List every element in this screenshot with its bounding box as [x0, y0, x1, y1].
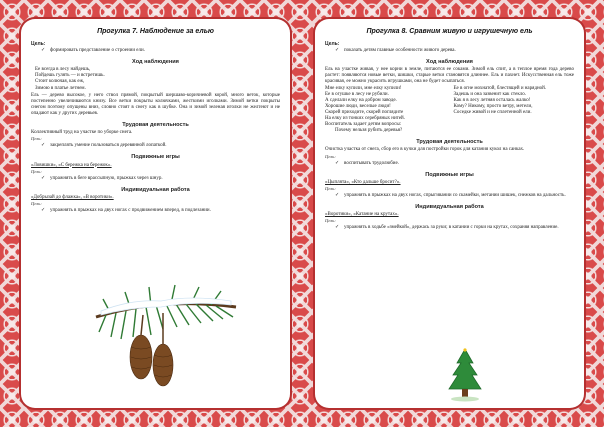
fir-branch-illustration	[91, 277, 241, 402]
labor-text: Коллективный труд на участке по уборке снега.	[31, 130, 133, 136]
checkmark-icon: ✓	[41, 208, 46, 214]
goal-text: упражнять в прыжках на двух ногах, спрыгивании со скамейки, метании шишек, снежков на дальность.	[344, 192, 566, 198]
poem-line: Ее в огне мохнатой, блестящей и нарядной.	[453, 85, 547, 91]
poem-line: Задешь и она зазвенит как стекло.	[453, 91, 526, 97]
goal-text: упражнять в прыжках на двух ногах с продвижением вперед, в подлезании.	[50, 208, 211, 214]
goal-label: Цель:	[31, 136, 42, 142]
checkmark-icon: ✓	[335, 225, 340, 231]
poem-line: Соседке живой и не сплетенной ели.	[453, 109, 532, 115]
poem-line: Хорошие люди, веселые люди!	[325, 103, 391, 109]
goal-label: Цель:	[325, 153, 336, 159]
section-heading: Индивидуальная работа	[121, 186, 190, 193]
page-title: Прогулка 8. Сравним живую и игрушечную ель	[366, 28, 533, 35]
section-heading: Ход наблюдения	[132, 59, 179, 66]
goal-label: Цель:	[325, 185, 336, 191]
checkmark-icon: ✓	[335, 48, 340, 54]
fir-tree-illustration	[445, 347, 485, 403]
page-title: Прогулка 7. Наблюдение за елью	[97, 28, 214, 35]
poem-line: А сделали елку на добром заводе.	[325, 97, 397, 103]
checkmark-icon: ✓	[41, 143, 46, 149]
teacher-line: Воспитатель задает детям вопросы:	[325, 122, 402, 128]
poem-line: Скорей приходите, скорей поглядите	[325, 109, 404, 115]
section-heading: Подвижные игры	[131, 154, 180, 161]
goal-label: Цель:	[31, 168, 42, 174]
poem-line: Мне елку купили, мне елку купили!	[325, 85, 402, 91]
goal-text: упражнять в беге врассыпную, прыжках через шнур.	[50, 175, 163, 181]
poem-line: Зимою в платье летнем.	[35, 85, 86, 91]
goal-label: Цель:	[325, 218, 336, 224]
goal-label: Цель:	[325, 41, 340, 47]
poem	[35, 67, 280, 91]
left-page	[21, 19, 290, 408]
goal-text: закреплять умение пользоваться деревянной лопаткой.	[50, 143, 167, 149]
indiv-text: «Добрызай до флажка», «В воротики».	[31, 194, 114, 200]
goal-text: формировать представление о строении ели.	[50, 48, 145, 54]
checkmark-icon: ✓	[41, 48, 46, 54]
checkmark-icon: ✓	[335, 160, 340, 166]
paragraph: Ель — дерево высокое, у него ствол прямой, покрытый шершаво-коричневой корой, много веток, которые постепенно увеличиваются книзу. Все ветки покрыты колючками, жесткими иголками. Зимой ветки покрыты снегом поэтому опущены вниз, словно стоят в снегу как в шубке. Она и зимой зеленая иголки не желтеют и не опадают как у других деревьев.	[31, 92, 280, 116]
goal-text: воспитывать трудолюбие.	[344, 160, 399, 166]
goal-text: показать детям главные особенности живого дерева.	[344, 48, 456, 54]
poem-line: На елку из тонких серебряных нитей.	[325, 116, 405, 122]
games-text: «Цыплята», «Кто дальше бросит?».	[325, 179, 401, 185]
games-text: «Ловишки», «С бережка на бережок».	[31, 162, 112, 168]
section-heading: Трудовая деятельность	[122, 122, 189, 129]
indiv-text: «Воротики», «Катание на крутах».	[325, 212, 399, 218]
poem	[325, 86, 574, 123]
goal-label: Цель:	[31, 200, 42, 206]
poem-line: Ее всегда в лесу найдешь,	[35, 67, 91, 73]
poem-line: Стоит колючая, как еж,	[35, 79, 85, 85]
section-heading: Индивидуальная работа	[415, 204, 484, 211]
checkmark-icon: ✓	[41, 175, 46, 181]
goal-label: Цель:	[31, 41, 46, 47]
right-page	[315, 19, 584, 408]
labor-text: Очистка участка от снега, сбор его в кучки для постройки горок для катания кукол на санках.	[325, 147, 525, 153]
section-heading: Ход наблюдения	[426, 59, 473, 66]
paragraph: Ель на участке живая, у нее корни в земле, питаются ее соками. Зимой ель спит, а в теплое время года дерево растет: появляются новые ветки, шишки, старые ветки становятся длиннее. Ель и пахнет. Искусственная ель тоже красивая, ее можно украсить игрушками, она не будет осыпаться.	[325, 67, 574, 85]
section-heading: Подвижные игры	[425, 171, 474, 178]
goal-text: упражнять в ходьбе «змейкой», держась за руки; в катании с горки на крутах, сохраняя направление.	[344, 225, 559, 231]
checkmark-icon: ✓	[335, 192, 340, 198]
poem-line: Как я в лесу летняя осталась жалко!	[453, 97, 531, 103]
poem-line: Ее в огушке в лесу не рубили.	[325, 91, 389, 97]
section-heading: Трудовая деятельность	[416, 139, 483, 146]
poem-line: Кому? Никому, просто ветру, метели,	[453, 103, 533, 109]
poem-line: Пойдешь гулять — и встретишь.	[35, 73, 105, 79]
question-line: Почему нельзя рубить деревья?	[335, 128, 403, 134]
